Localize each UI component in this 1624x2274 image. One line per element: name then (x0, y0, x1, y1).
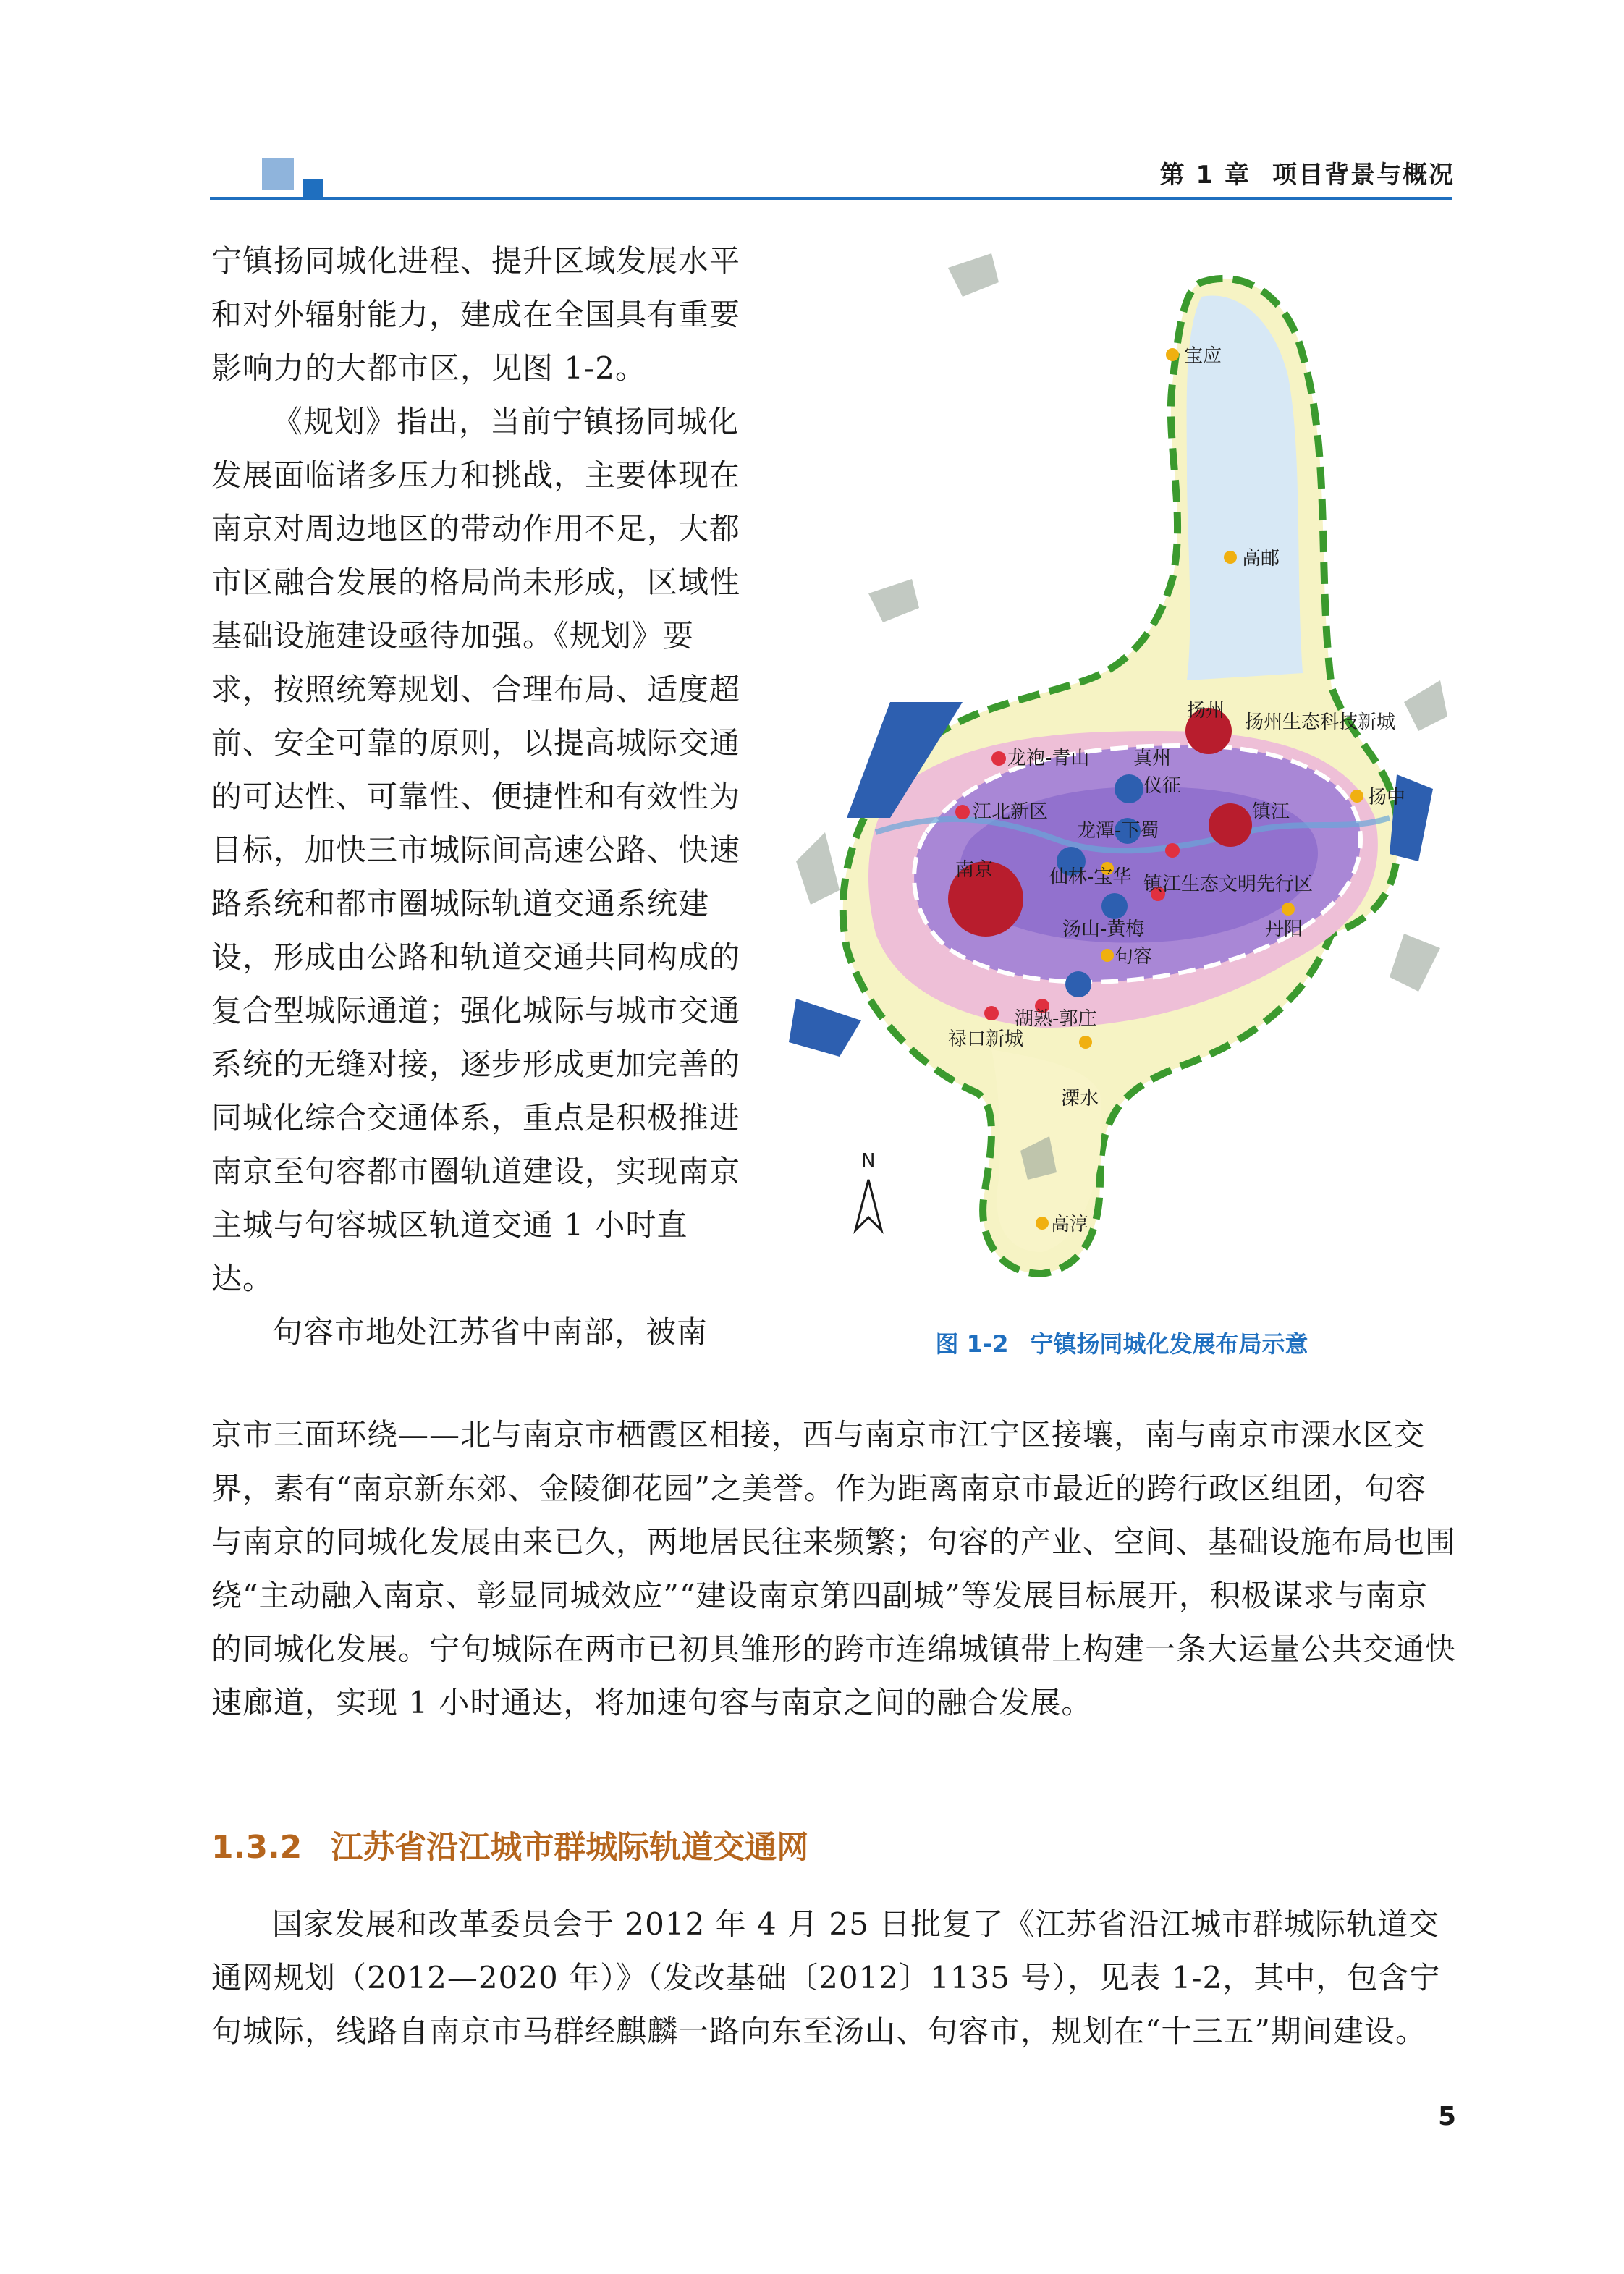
map-label: 仪征 (1143, 775, 1182, 797)
paragraph: 国家发展和改革委员会于 2012 年 4 月 25 日批复了《江苏省沿江城市群城际轨道交通网规划（2012—2020 年）》（发改基础〔2012〕1135 号），见表 1-2，其中，包含宁句城际，线路自南京市马群经麒麟一路向东至汤山、句容市，规划在“十三五”期间建设。 (211, 1906, 1441, 2049)
north-label: N (861, 1150, 876, 1172)
map-label: 宝应 (1184, 345, 1222, 367)
full-width-text (211, 1408, 1456, 1730)
section-title: 江苏省沿江城市群城际轨道交通网 (331, 1829, 809, 1866)
header-rule (210, 197, 1452, 200)
paragraph: 《规划》指出，当前宁镇扬同城化发展面临诸多压力和挑战，主要体现在南京对周边地区的带动作用不足，大都市区融合发展的格局尚未形成，区域性基础设施建设亟待加强。《规划》要求，按照统筹规划、合理布局、适度超前、安全可靠的原则，以提高城际交通的可达性、可靠性、便捷性和有效性为目标，加快三市城际间高速公路、快速路系统和都市圈城际轨道交通系统建设，形成由公路和轨道交通共同构成的复合型城际通道；强化城际与城市交通系统的无缝对接，逐步形成更加完善的同城化综合交通体系，重点是积极推进南京至句容都市圈轨道建设，实现南京主城与句容城区轨道交通 1 小时直达。 (211, 404, 741, 1296)
north-arrow-icon (855, 1180, 881, 1230)
header-decor-square-light (262, 158, 294, 190)
figure-number: 图 1-2 (935, 1330, 1009, 1358)
map-label: 仙林-宝华 (1049, 866, 1132, 888)
section-text (211, 1898, 1456, 2058)
paragraph: 句容市地处江苏省中南部，被南 (272, 1314, 709, 1350)
map-label: 句容 (1115, 946, 1153, 968)
chapter-number: 第 1 章 (1159, 161, 1251, 190)
map-label: 镇江生态文明先行区 (1143, 874, 1314, 895)
map-label: 真州 (1133, 748, 1172, 769)
section-heading (211, 1821, 808, 1867)
map-label: 溧水 (1061, 1088, 1099, 1109)
map-label: 南京 (955, 859, 994, 881)
figure-caption (782, 1326, 1462, 1359)
map-label: 扬州 (1187, 700, 1225, 722)
section-number: 1.3.2 (211, 1829, 303, 1866)
figure-title: 宁镇扬同城化发展布局示意 (1030, 1330, 1308, 1358)
paragraph: 京市三面环绕——北与南京市栖霞区相接，西与南京市江宁区接壤，南与南京市溧水区交界，素有“南京新东郊、金陵御花园”之美誉。作为距离南京市最近的跨行政区组团，句容与南京的同城化发展由来已久，两地居民往来频繁；句容的产业、空间、基础设施布局也围绕“主动融入南京、彰显同城效应”“建设南京第四副城”等发展目标展开，积极谋求与南京的同城化发展。宁句城际在两市已初具雏形的跨市连绵城镇带上构建一条大运量公共交通快速廊道，实现 1 小时通达，将加速句容与南京之间的融合发展。 (211, 1417, 1457, 1720)
map-label: 丹阳 (1265, 918, 1303, 940)
map-label: 高邮 (1242, 548, 1280, 570)
map-label: 扬中 (1368, 787, 1406, 808)
page-number: 5 (1437, 2102, 1456, 2131)
map-label: 镇江 (1252, 801, 1290, 823)
map-label: 江北新区 (973, 801, 1049, 823)
map-label: 湖熟-郭庄 (1015, 1008, 1097, 1030)
map-label: 禄口新城 (948, 1028, 1024, 1050)
paragraph: 宁镇扬同城化进程、提升区域发展水平和对外辐射能力，建成在全国具有重要影响力的大都市区，见图 1-2。 (211, 243, 741, 386)
map-label: 高淳 (1051, 1214, 1089, 1235)
map-label: 汤山-黄梅 (1062, 918, 1145, 940)
map-label: 扬州生态科技新城 (1245, 711, 1396, 733)
map-label: 龙袍-青山 (1007, 748, 1090, 769)
running-header (1160, 155, 1455, 190)
map-label: 龙潭-下蜀 (1077, 820, 1159, 842)
left-column-text (211, 234, 747, 1359)
chapter-title: 项目背景与概况 (1272, 161, 1455, 190)
layout-map-figure (782, 239, 1462, 1303)
